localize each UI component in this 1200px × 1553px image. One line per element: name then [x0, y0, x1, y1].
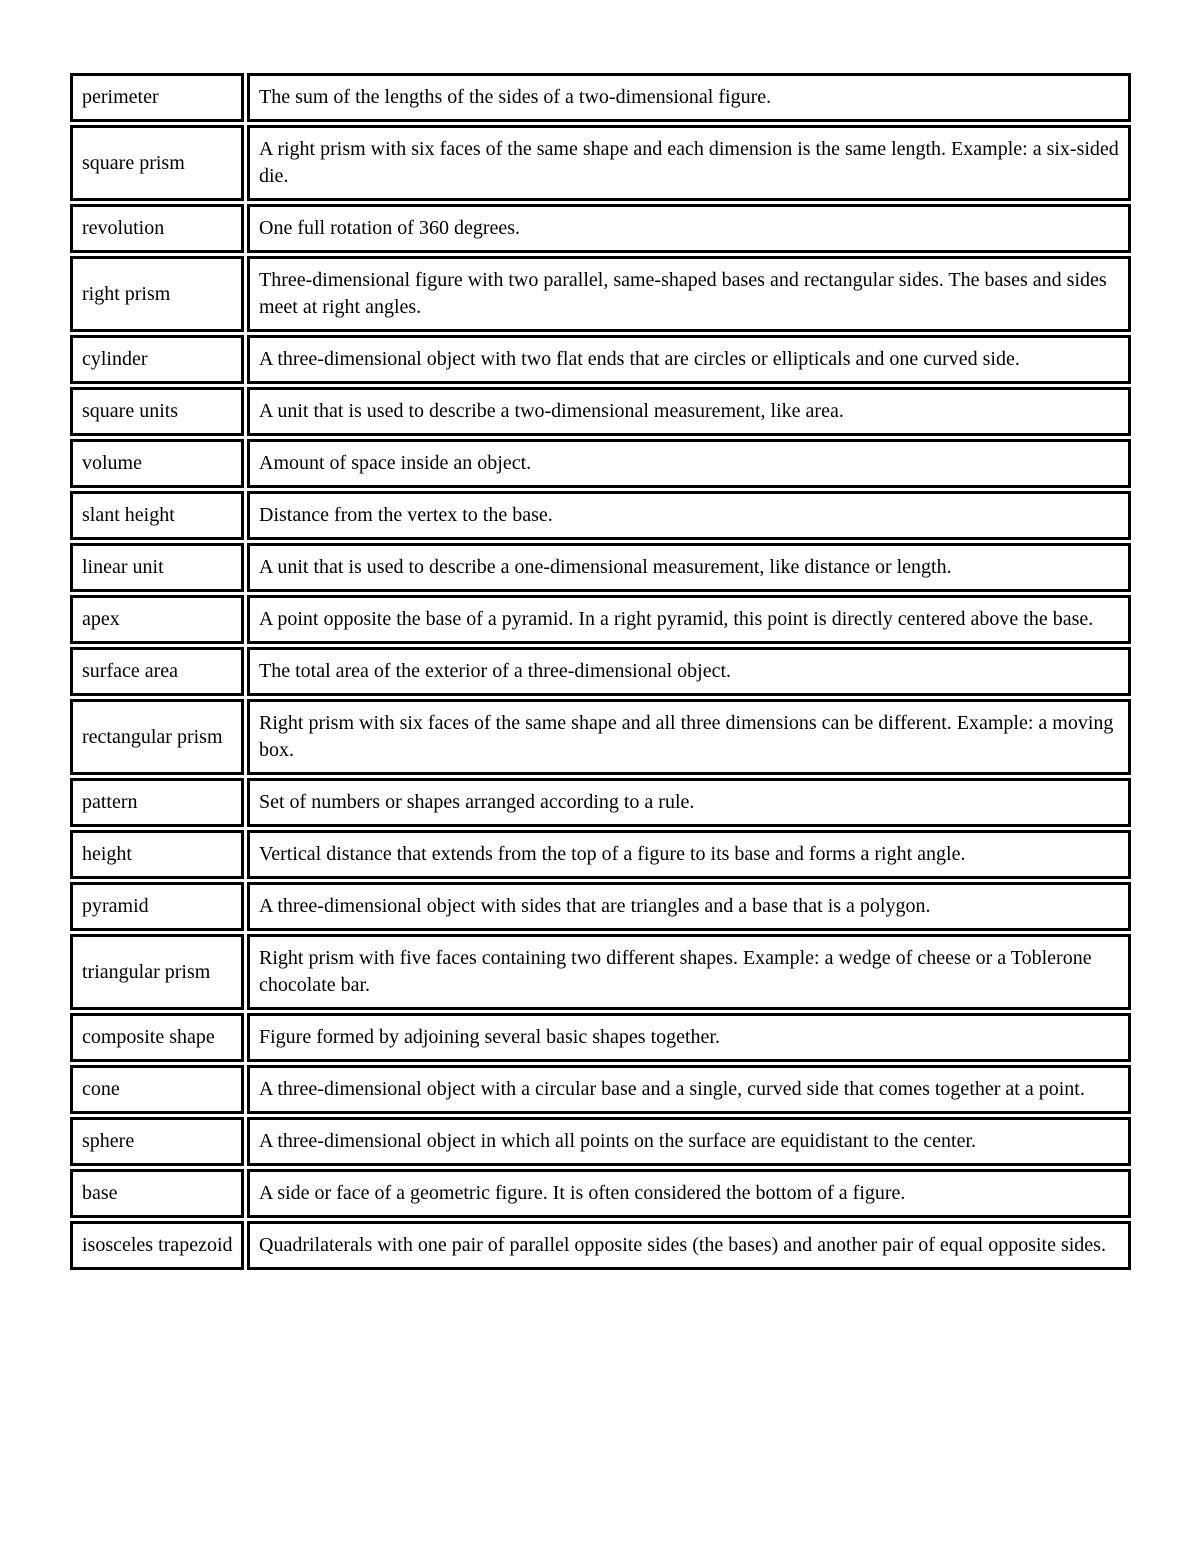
glossary-term: square units [70, 387, 244, 436]
glossary-definition: A three-dimensional object with sides that are triangles and a base that is a polygon. [247, 882, 1131, 931]
glossary-definition: Three-dimensional figure with two parallel, same-shaped bases and rectangular sides. The bases and sides meet at right angles. [247, 256, 1131, 332]
glossary-term: right prism [70, 256, 244, 332]
glossary-definition: Right prism with six faces of the same shape and all three dimensions can be different. Example: a moving box. [247, 699, 1131, 775]
table-row [70, 830, 1131, 879]
glossary-definition: A point opposite the base of a pyramid. In a right pyramid, this point is directly centered above the base. [247, 595, 1131, 644]
glossary-definition: A unit that is used to describe a one-dimensional measurement, like distance or length. [247, 543, 1131, 592]
glossary-definition: Set of numbers or shapes arranged according to a rule. [247, 778, 1131, 827]
glossary-definition: Distance from the vertex to the base. [247, 491, 1131, 540]
glossary-definition: Vertical distance that extends from the top of a figure to its base and forms a right angle. [247, 830, 1131, 879]
table-row [70, 647, 1131, 696]
glossary-definition: One full rotation of 360 degrees. [247, 204, 1131, 253]
glossary-definition: A three-dimensional object with a circular base and a single, curved side that comes together at a point. [247, 1065, 1131, 1114]
glossary-term: composite shape [70, 1013, 244, 1062]
glossary-term: sphere [70, 1117, 244, 1166]
glossary-term: rectangular prism [70, 699, 244, 775]
table-row [70, 882, 1131, 931]
glossary-definition: A three-dimensional object in which all points on the surface are equidistant to the center. [247, 1117, 1131, 1166]
table-row [70, 1221, 1131, 1270]
glossary-term: surface area [70, 647, 244, 696]
glossary-term: linear unit [70, 543, 244, 592]
table-row [70, 1117, 1131, 1166]
glossary-term: triangular prism [70, 934, 244, 1010]
table-row [70, 543, 1131, 592]
table-row [70, 778, 1131, 827]
glossary-term: isosceles trapezoid [70, 1221, 244, 1270]
glossary-term: cylinder [70, 335, 244, 384]
glossary-definition: Amount of space inside an object. [247, 439, 1131, 488]
glossary-term: revolution [70, 204, 244, 253]
glossary-definition: Right prism with five faces containing two different shapes. Example: a wedge of cheese or a Toblerone chocolate bar. [247, 934, 1131, 1010]
glossary-term: cone [70, 1065, 244, 1114]
table-row [70, 335, 1131, 384]
table-row [70, 1169, 1131, 1218]
glossary-definition: A right prism with six faces of the same shape and each dimension is the same length. Example: a six-sided die. [247, 125, 1131, 201]
table-row [70, 73, 1131, 122]
glossary-definition: Figure formed by adjoining several basic shapes together. [247, 1013, 1131, 1062]
glossary-term: perimeter [70, 73, 244, 122]
glossary-term: apex [70, 595, 244, 644]
table-row [70, 1065, 1131, 1114]
glossary-term: base [70, 1169, 244, 1218]
table-row [70, 439, 1131, 488]
glossary-definition: A side or face of a geometric figure. It is often considered the bottom of a figure. [247, 1169, 1131, 1218]
glossary-term: slant height [70, 491, 244, 540]
glossary-term: pyramid [70, 882, 244, 931]
table-row [70, 256, 1131, 332]
glossary-term: height [70, 830, 244, 879]
glossary-term: pattern [70, 778, 244, 827]
glossary-definition: A three-dimensional object with two flat ends that are circles or ellipticals and one curved side. [247, 335, 1131, 384]
table-row [70, 491, 1131, 540]
table-row [70, 125, 1131, 201]
table-row [70, 934, 1131, 1010]
glossary-definition: The sum of the lengths of the sides of a two-dimensional figure. [247, 73, 1131, 122]
table-row [70, 595, 1131, 644]
glossary-definition: The total area of the exterior of a three-dimensional object. [247, 647, 1131, 696]
glossary-body [70, 73, 1131, 1270]
table-row [70, 387, 1131, 436]
glossary-term: volume [70, 439, 244, 488]
glossary-definition: Quadrilaterals with one pair of parallel opposite sides (the bases) and another pair of equal opposite sides. [247, 1221, 1131, 1270]
glossary-table [70, 70, 1131, 1273]
table-row [70, 699, 1131, 775]
glossary-definition: A unit that is used to describe a two-dimensional measurement, like area. [247, 387, 1131, 436]
table-row [70, 1013, 1131, 1062]
glossary-term: square prism [70, 125, 244, 201]
table-row [70, 204, 1131, 253]
